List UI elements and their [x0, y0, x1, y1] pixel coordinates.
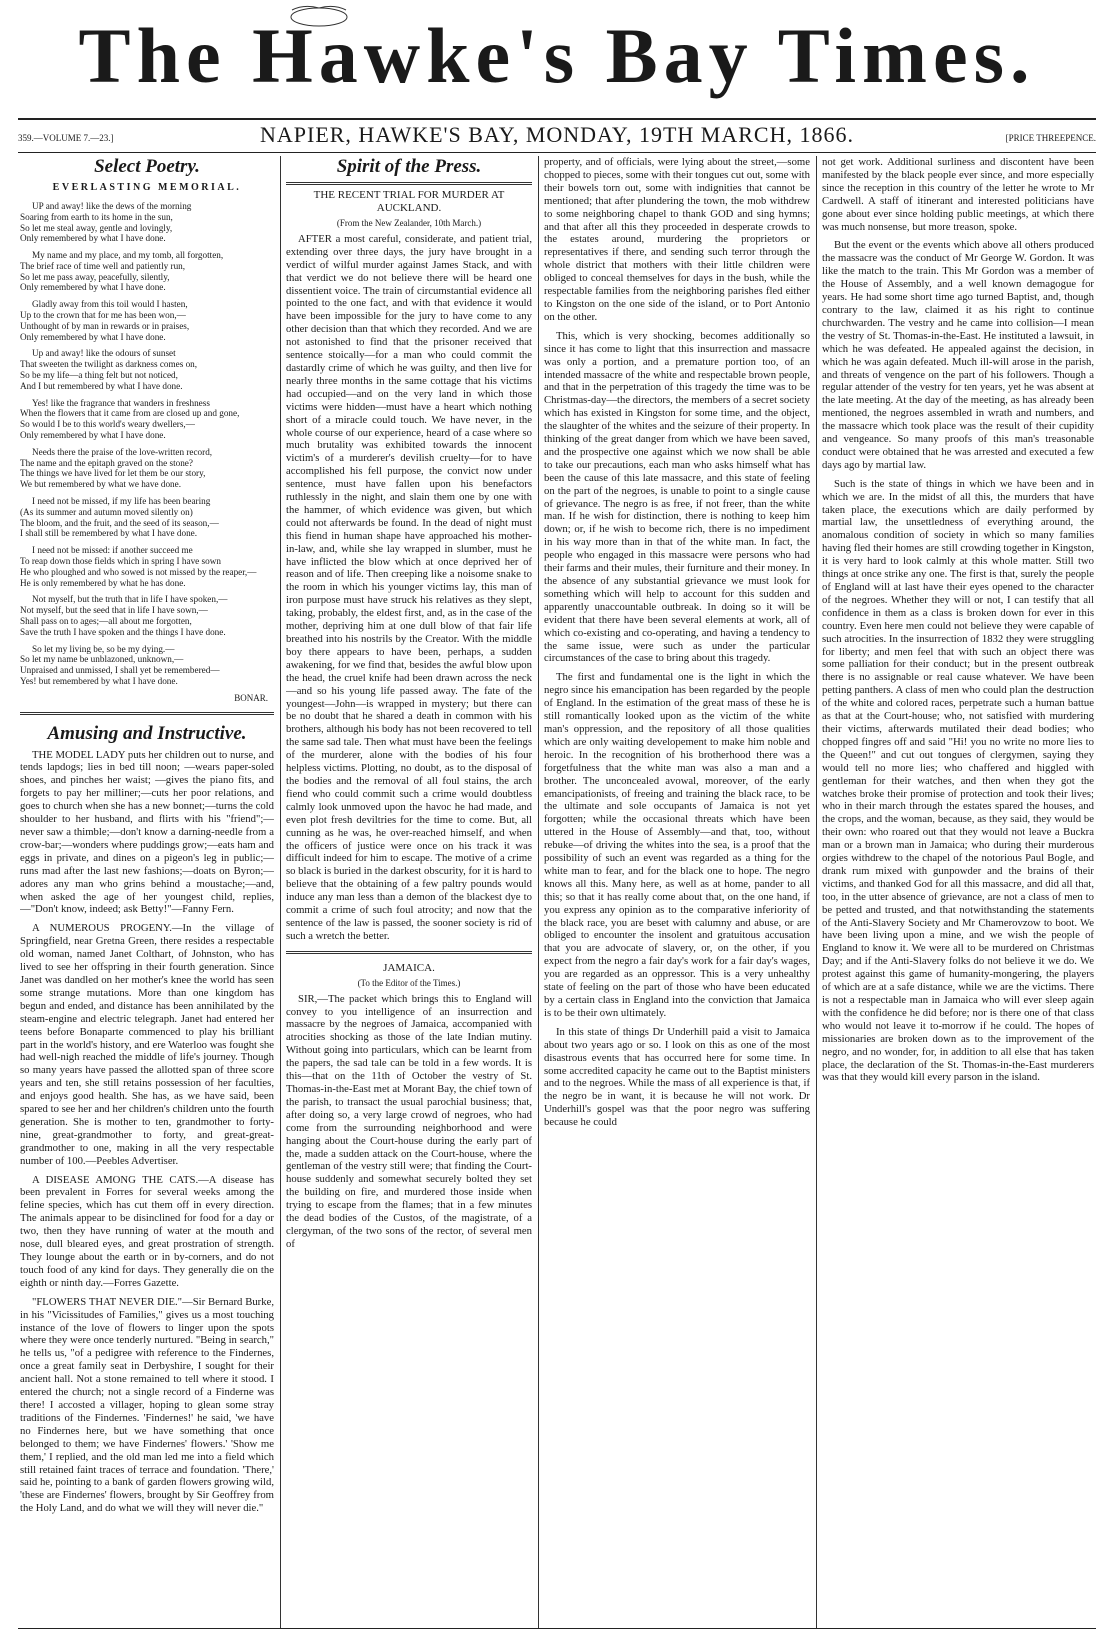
section-title-spirit-of-press: Spirit of the Press.: [336, 156, 482, 177]
article-source-trial: (From the New Zealander, 10th March.): [336, 218, 482, 228]
poem: [20, 201, 274, 704]
paragraph: But the event or the events which above all others produced the massacre was the conduct of Mr George W. Gordon. It was like the match to the train. This Mr Gordon was a member of the House of Assembly, and a well known demagogue for years. He had some short time ago turned Baptist, and, though contrary to the law, claimed it as his right to continue churchwarden. The vestry and he came into collision—I mean the vestry of St. Thomas-in-the-East. He instituted a lawsuit, in which he was defeated. He appealed against the decision, in which he was again defeated. Much ill-will arose in the parish, and threats of vengence on the part of his followers. Though a regular attender of the vestry for ten years, yet he was absent at the late meeting. At the day of the meeting, as has already been mentioned, the negroes assembled in wrath and numbers, and the massacre which took place was the result of their cupidity and vengeance. So many proofs of this man's treasonable conduct were obtained that he was arrested and executed a few days ago by martial law.: [822, 239, 1094, 471]
article-source-jamaica: (To the Editor of the Times.): [357, 977, 461, 988]
column-divider: [816, 156, 817, 1628]
poem-stanza: I need not be missed, if my life has been bearing (As its summer and autumn moved silently on) The bloom, and the fruit, and the seed of its season,— I shall still be remembered by what I have done.: [20, 496, 219, 539]
dateline: [18, 120, 1096, 154]
column-divider: [280, 156, 281, 1628]
amusing-articles: [20, 749, 274, 1516]
poem-stanza: I need not be missed: if another succeed me To reap down those fields which in spring I have sown He who ploughed and who sowed is not missed by the reaper,— He is only remembered by what he has done.: [20, 545, 257, 588]
volume-number: 359.—VOLUME 7.—23.]: [18, 133, 114, 143]
poem-title: EVERLASTING MEMORIAL.: [52, 182, 242, 193]
article-title-trial: THE RECENT TRIAL FOR MURDER AT AUCKLAND.: [313, 189, 505, 214]
paragraph: In this state of things Dr Underhill paid a visit to Jamaica about two years ago or so. I look on this as one of the most disastrous events that has occurred here for some time. In some accredited capacity he came out to the Baptist ministers and to the negroes. While the mass of all experience is that, if the negro be in want, it is because he will not work. Dr Underhill's gospel was that the poor negro was suffering because he could: [544, 1025, 810, 1129]
poem-stanza: Needs there the praise of the love-written record, The name and the epitaph graved on the stone? The things we have lived for let them be our story, We but remembered by what we have done.: [20, 446, 213, 490]
paragraph: The first and fundamental one is the light in which the negro since his emancipation has been regarded by the people of England. In the estimation of the great mass of these he is still romantically looked upon as the victim of the white man's oppression, and the repository of all those qualities which are only waiting developement to make him noble and heroic. In the recognition of his brotherhood there was a forgetfulness that the white man was also a man and a brother. The unconcealed avowal, moreover, of the early emancipationists, of freeing and training the black race, to be the ultimate and sole occupants of Jamaica is not yet forgotten; while the occasional threats which have been uttered in the House of Assembly—and that, too, without rebuke—of driving the whites into the sea, is a proof that the possibility of such an event was regarded as a thing for the white man to fear, and for the black one to hope. The negro knows all this. Many here, as well as at home, pander to all this; so that it has really come about that, on the one hand, if you express any opinion as to the comparative inferiority of the black race, you are beset with calumny and abuse, or are obliged to encounter the insolent and gratuitous accusation that you are advocate of slavery, or, on the other, if you expect from the negro a fair day's work for a fair day's wages, you are regarded as an oppressor. This is a very unhealthy state of feeling on the part of those who have been educated by a certain class in England into the conviction that Jamaica is to be their own ultimately.: [544, 671, 810, 1019]
column-2: [286, 156, 532, 1624]
paragraph: "FLOWERS THAT NEVER DIE."—Sir Bernard Burke, in his "Vicissitudes of Families," gives us a most touching instance of the love of flowers to linger upon the spots where they were once tenderly nurtured. "Being in search," he tells us, "of a pedigree with reference to the Findernes, once a great family seat in Derbyshire, I sought for their ancient hall. Not a stone remained to tell where it stood. I entered the church; not a single record of a Finderne was there! I accosted a villager, hoping to glean some stray traditions of the Findernes. 'Findernes!' he said, 'we have no Findernes here, but we have something that once belonged to them; we have Findernes' flowers.' 'Show me them,' I replied, and the old man led me into a field which still retained faint traces of terrace and foundation. 'There,' said he, pointing to a bank of garden flowers growing wild, 'these are Findernes' flowers, brought by Sir Geoffrey from the Holy Land, and do what we will they will never die.": [20, 1295, 274, 1515]
section-title-amusing: Amusing and Instructive.: [47, 722, 247, 744]
jamaica-continued: [544, 156, 810, 1129]
column-1: [20, 156, 274, 1624]
poem-stanza: So let my living be, so be my dying.— So let my name be unblazoned, unknown,— Unpraised and unmissed, I shall yet be remembered— Yes! but remembered by what I have done.: [20, 643, 220, 686]
poem-stanza: Gladly away from this toil would I hasten, Up to the crown that for me has been won,— Unthought of by man in rewards or in praises, Only remembered by what I have done.: [20, 299, 190, 342]
column-3: [544, 156, 810, 1624]
column-4: [822, 156, 1094, 1624]
place-date: NAPIER, HAWKE'S BAY, MONDAY, 19TH MARCH, 1866.: [259, 122, 854, 147]
jamaica-continued-2: [822, 156, 1094, 1084]
paragraph: property, and of officials, were lying about the street,—some chopped to pieces, some with their tongues cut out, some with their bowels torn out, some with indignities that cannot be mentioned; that after plundering the town, the mob withdrew to some neighboring chapel to thank GOD and sing hymns; and that after all this they proceeded in desperate crowds to the estates around, murdering the proprietors or representatives if there, and sending such terror through the whole district that mothers with their little children were obliged to conceal themselves for days in the bush, while the respectable families from the neighboring parishes fled either to Kingston on the one side of the island, or to Port Antonio on the other.: [544, 156, 810, 323]
poem-stanza: UP and away! like the dews of the morning Soaring from earth to its home in the sun, So let me steal away, gentle and lovingly, Only remembered by what I have done.: [20, 200, 192, 244]
price: [PRICE THREEPENCE.: [1005, 133, 1096, 143]
section-title-select-poetry: Select Poetry.: [94, 156, 200, 177]
poem-stanza: My name and my place, and my tomb, all forgotten, The brief race of time well and patiently run, So let me pass away, peacefully, silently, Only remembered by what I have done.: [20, 250, 224, 293]
poem-stanza: Not myself, but the truth that in life I have spoken,— Not myself, but the seed that in life I have sown,— Shall pass on to ages;—all about me forgotten, Save the truth I have spoken and the things I have done.: [20, 594, 228, 637]
article-title-jamaica: JAMAICA.: [383, 961, 435, 974]
paragraph: Such is the state of things in which we have been and in which we are. In the midst of all this, the murders that have taken place, the executions which are daily performed by martial law, the unsettledness of everything around, the anomalous condition of society in which so many families having fled their homes are still crowding together in Kingston, it is very hard to look calmly at this whole matter. Still two things at once strike any one. The first is that, surely the people of England will at last have their eyes opened to the character of the negroes. Whether they will or not, I can testify that all confidence in them as a class is broken down for ever in this country. Even here men could not believe they were capable of such atrocities. In the insurrection of 1832 they were struggling for liberty; and men feel that with such an object there was some palliation for their conduct; but in the present outbreak there is no assignable or real cause whatever. We have been petting panthers. A class of men who could plan the destruction of the white and colored races, perpetrate such a human battue as that at the Court-house; who, not satisfied with murdering their victims, afterwards mutilated their dead bodies; who chopped fingres off and said "Hi! you no write no more lies to the Queen!" and cut out tongues of clergymen, saying they would tell no more lies; who chaffered and higgled with gentleman for their watches, and then when they got the watches broke their promise of protection and took their lives; who in their march through the estates spared the houses, and the crops, and the woman, because, as they said, they would be their own: who roared out that they would not leave a Buckra man or a brown man in Jamaica; who during their murderous orgies withdrew to the chapel of the notorious Paul Bogle, and drank rum mixed with gunpowder and the brains of their victims, and thanked God for all this massacre, and did all that, too, in the utter absence of grievance, are not a class of men to be petted and trusted, and that notwithstanding the statements of the Anti-Slavery Society and Mr Chamerovzow to boot. We have been living upon a mine, and we wish the people of England to know it. We were all to be murdered on Christmas Day; and if the Anti-Slavery folks do not believe it we do. We protest against this game of humanity-mongering, the players of which are at a safe distance, while we are the victims. There is not a respectable man in Jamaica who will ever sleep again with the confidence he did before; nor is there one of that class who would not leave it to-morrow if he could. The hopes of missionaries are broken down as to the improvement of the negro, and no wonder, for, in addition to all else that has taken place, the declaration of the St. Thomas-in-the-East murderers was that they would kill every parson in the island.: [822, 477, 1094, 1084]
article-body-jamaica: [286, 993, 532, 1251]
paragraph: AFTER a most careful, considerate, and patient trial, extending over three days, the jury have brought in a verdict of wilful murder against James Stack, and with that verdict we do not believe there will be heard one dissentient voice. The train of circumstantial evidence all pointed to the one fact, and with that evidence it would have been impossible for the jury to have come to any other decision than that which they recorded. And we are not astonished to find that the prisoner received that sentence stoically—for a man who could commit the dastardly crime of which he was guilty, and then live for nearly three months in the same cottage that his victims had occupied—and on the very land in which those victims were hidden—must have a heart which nothing short of a miracle could touch. We have never, in the whole course of our experience, heard of a case where so much brutality was exhibited towards the innocent victim's of a murderer's devilish cruelty—for to have accomplished his fell purpose, the convict now under sentence, must have fallen upon his benefactors ruthlessly in the night, and slain them one by one with the hammer, of which evidence was given, but which could not afterwards be found. In the dead of night must this fiend in human shape have approached his mother-in-law, and, while she lay wrapped in slumber, must he have inflicted the blow which at once deprived her of reason and of life. Then creeping like a noisome snake to the room in which his younger victims lay, this man of iron purpose must have struck his relatives as they slept, taking, probably, the eldest first, and, as in the case of the mother, depriving him at one dull blow of that fair life breathed into his nostrils by the Creator. With the middle boy there appears to have been, perhaps, a sudden awakening, for we find that, besides the awful blow upon the head, the cruel knife had been drawn across the neck—and so his young life passed away. The fate of the youngest—John—is wrapped in mystery; but there can be no doubt that he shared a death in common with his brothers, although his body has not been recovered to tell the same sad tale. Then what must have been the feelings of the murderer, alone with the bodies of his four helpless victims. Plotting, no doubt, as to the disposal of the bodies and the removal of all foul stains, the arch fiend who could commit such a crime would doubtless calmly look unmoved upon the havoc he had made, and even plot fresh deviltries for the time to come. But, all cunning as he was, he over-reached himself, and when the officers of justice were once on his track it was difficult indeed for him to escape. The motive of a crime so black is buried in the darkest obscurity, for it is hard to believe that the obtaining of a few paltry pounds would induce any man less than a demon of the blackest dye to commit a crime of such foul atrocity; and now that the sentence of the law is passed, the sooner society is rid of such a wretch the better.: [286, 232, 532, 942]
paragraph: THE MODEL LADY puts her children out to nurse, and tends lapdogs; lies in bed till noon; —wears paper-soled shoes, and pinches her waist; —gives the piano fits, and forgets to pay her milliner;—cuts her poor relations, and goes to church when she has a new bonnet;—turns the cold shoulder to her husband, and flirts with his "friend";—never saw a thimble;—don't know a darning-needle from a crow-bar;—wonders where puddings grow;—eats ham and eggs in private, and dines on a pigeon's leg in public;—runs mad after the last new fashions;—doats on Byron;—adores any man who grins behind a moustache;—and, when asked the age of her youngest child, replies, —"Don't know, indeed; ask Betty!"—Fanny Fern.: [20, 748, 274, 916]
newspaper-title: The Hawke's Bay Times.: [78, 12, 1036, 99]
article-body-trial: [286, 233, 532, 943]
section-divider: [286, 951, 532, 954]
poem-stanza: Up and away! like the odours of sunset That sweeten the twilight as darkness comes on, So be my life—a thing felt but not noticed, And I but remembered by what I have done.: [20, 348, 198, 391]
section-divider: [20, 712, 274, 715]
section-divider: [286, 182, 532, 185]
paragraph: A DISEASE AMONG THE CATS.—A disease has been prevalent in Forres for several weeks among the feline species, which has cut them off in every direction. The animals appear to be disinclined for food for a day or two, then they have running of water at the mouth and nose, dull bleared eyes, and great prostration of strength. They lounge about the earth or in by-corners, and do not touch food of any kind for days. They generally die on the eighth or ninth day.—Forres Gazette.: [20, 1173, 274, 1289]
paragraph: not get work. Additional surliness and discontent have been manifested by the black people ever since, and more especially since the reception in this country of the letter he wrote to Mr Cardwell. A staff of itinerant and interested politicians have gone about ever since holding public meetings, at which there was much nonsense, but more treason, spoke.: [822, 156, 1094, 233]
poem-stanza: Yes! like the fragrance that wanders in freshness When the flowers that it came from are closed up and gone, So would I be to this world's weary dwellers,— Only remembered by what I have done.: [20, 397, 240, 441]
paragraph: SIR,—The packet which brings this to England will convey to you intelligence of an insurrection and massacre by the negroes of Jamaica, accompanied with atrocities shocking as those of the late Indian mutiny. Without going into particulars, which can be learnt from the papers, the sad tale can be told in a few words. It is this—that on the 11th of October the vestry of St. Thomas-in-the-East met at Morant Bay, the chief town of the parish, to transact the usual parochial business; that, after doing so, a very large crowd of negroes, who had come from the surrounding neighborhood and were hanging about the Court-house during the early part of the, made a sudden attack on the Court-house, where the gentleman of the vestry still were; that finding the Court-house suddenly and somewhat securely bolted they set the building on fire, and murdered those inside when trying to escape from the flames; that in a few minutes the dead bodies of the Custos, of the magistrate, of a clergyman, of the two sons of the rector, of several men of: [286, 992, 532, 1250]
paragraph: A NUMEROUS PROGENY.—In the village of Springfield, near Gretna Green, there resides a respectable old woman, named Janet Colthart, of Johnston, who has lived to see her offspring in their fourth generation. Since Janet was dandled on her mother's knee the world has seen some strange mutations. More than one kingdom has begun and ended, and distance has been annihilated by the steam-engine and electric telegraph. Janet had entered her teens before Bonaparte commenced to play his brilliant part in the world's history, and ere Waterloo was fought she had well-nigh reached the middle of life's journey. Though so many years have passed the allotted span of three score years and ten, she still retains possession of her faculties, and enjoys good health. She has, as we have said, been spared to see her and her children's children unto the fourth generation. She is mother to ten, grandmother to forty-nine, great-grandmother to forty, and great-great-grandmother to one, making in all the very respectable number of 100.—Peebles Advertiser.: [20, 922, 274, 1167]
poem-author: BONAR.: [234, 692, 268, 703]
paragraph: This, which is very shocking, becomes additionally so since it has come to light that this insurrection and massacre was only a portion, and a premature portion too, of an intended massacre of the white and respectable brown people, and that in the perpetration of this tragedy the time was to be Christmas-day—the directors, the members of a secret society which has existed in Kingston for some time, and the object, the slaughter of the whites and the seizure of their property. In thinking of the great danger from which we have been saved, and the prospective one against which we now shall be able to take our precautions, each man who asks himself what has been the cause of this late massacre, and this state of feeling on the part of the negroes, is unable to point to a single cause of grievance. The negro is as free, if not freer, than the white man. If he wish for distinction, there is nothing to keep him down; or, if he wish to become rich, there is no impediment in his way more than in that of the white man. In fact, the people who engaged in this massacre were persons who had their farms and their mules, their furniture and their money. In the absence of any substantial grievance we must look for something which will help to account for this sudden and apparently unaccountable outbreak. In doing so it will be evident that there have been several elements at work, all of which co-existing and co-operating, and having a tendency to the same issue, were such as under the particular circumstances of the case to bring about this tragedy.: [544, 329, 810, 665]
column-divider: [538, 156, 539, 1628]
dateline-rule: [18, 152, 1096, 153]
bottom-rule: [18, 1628, 1096, 1629]
masthead: [0, 0, 1114, 115]
